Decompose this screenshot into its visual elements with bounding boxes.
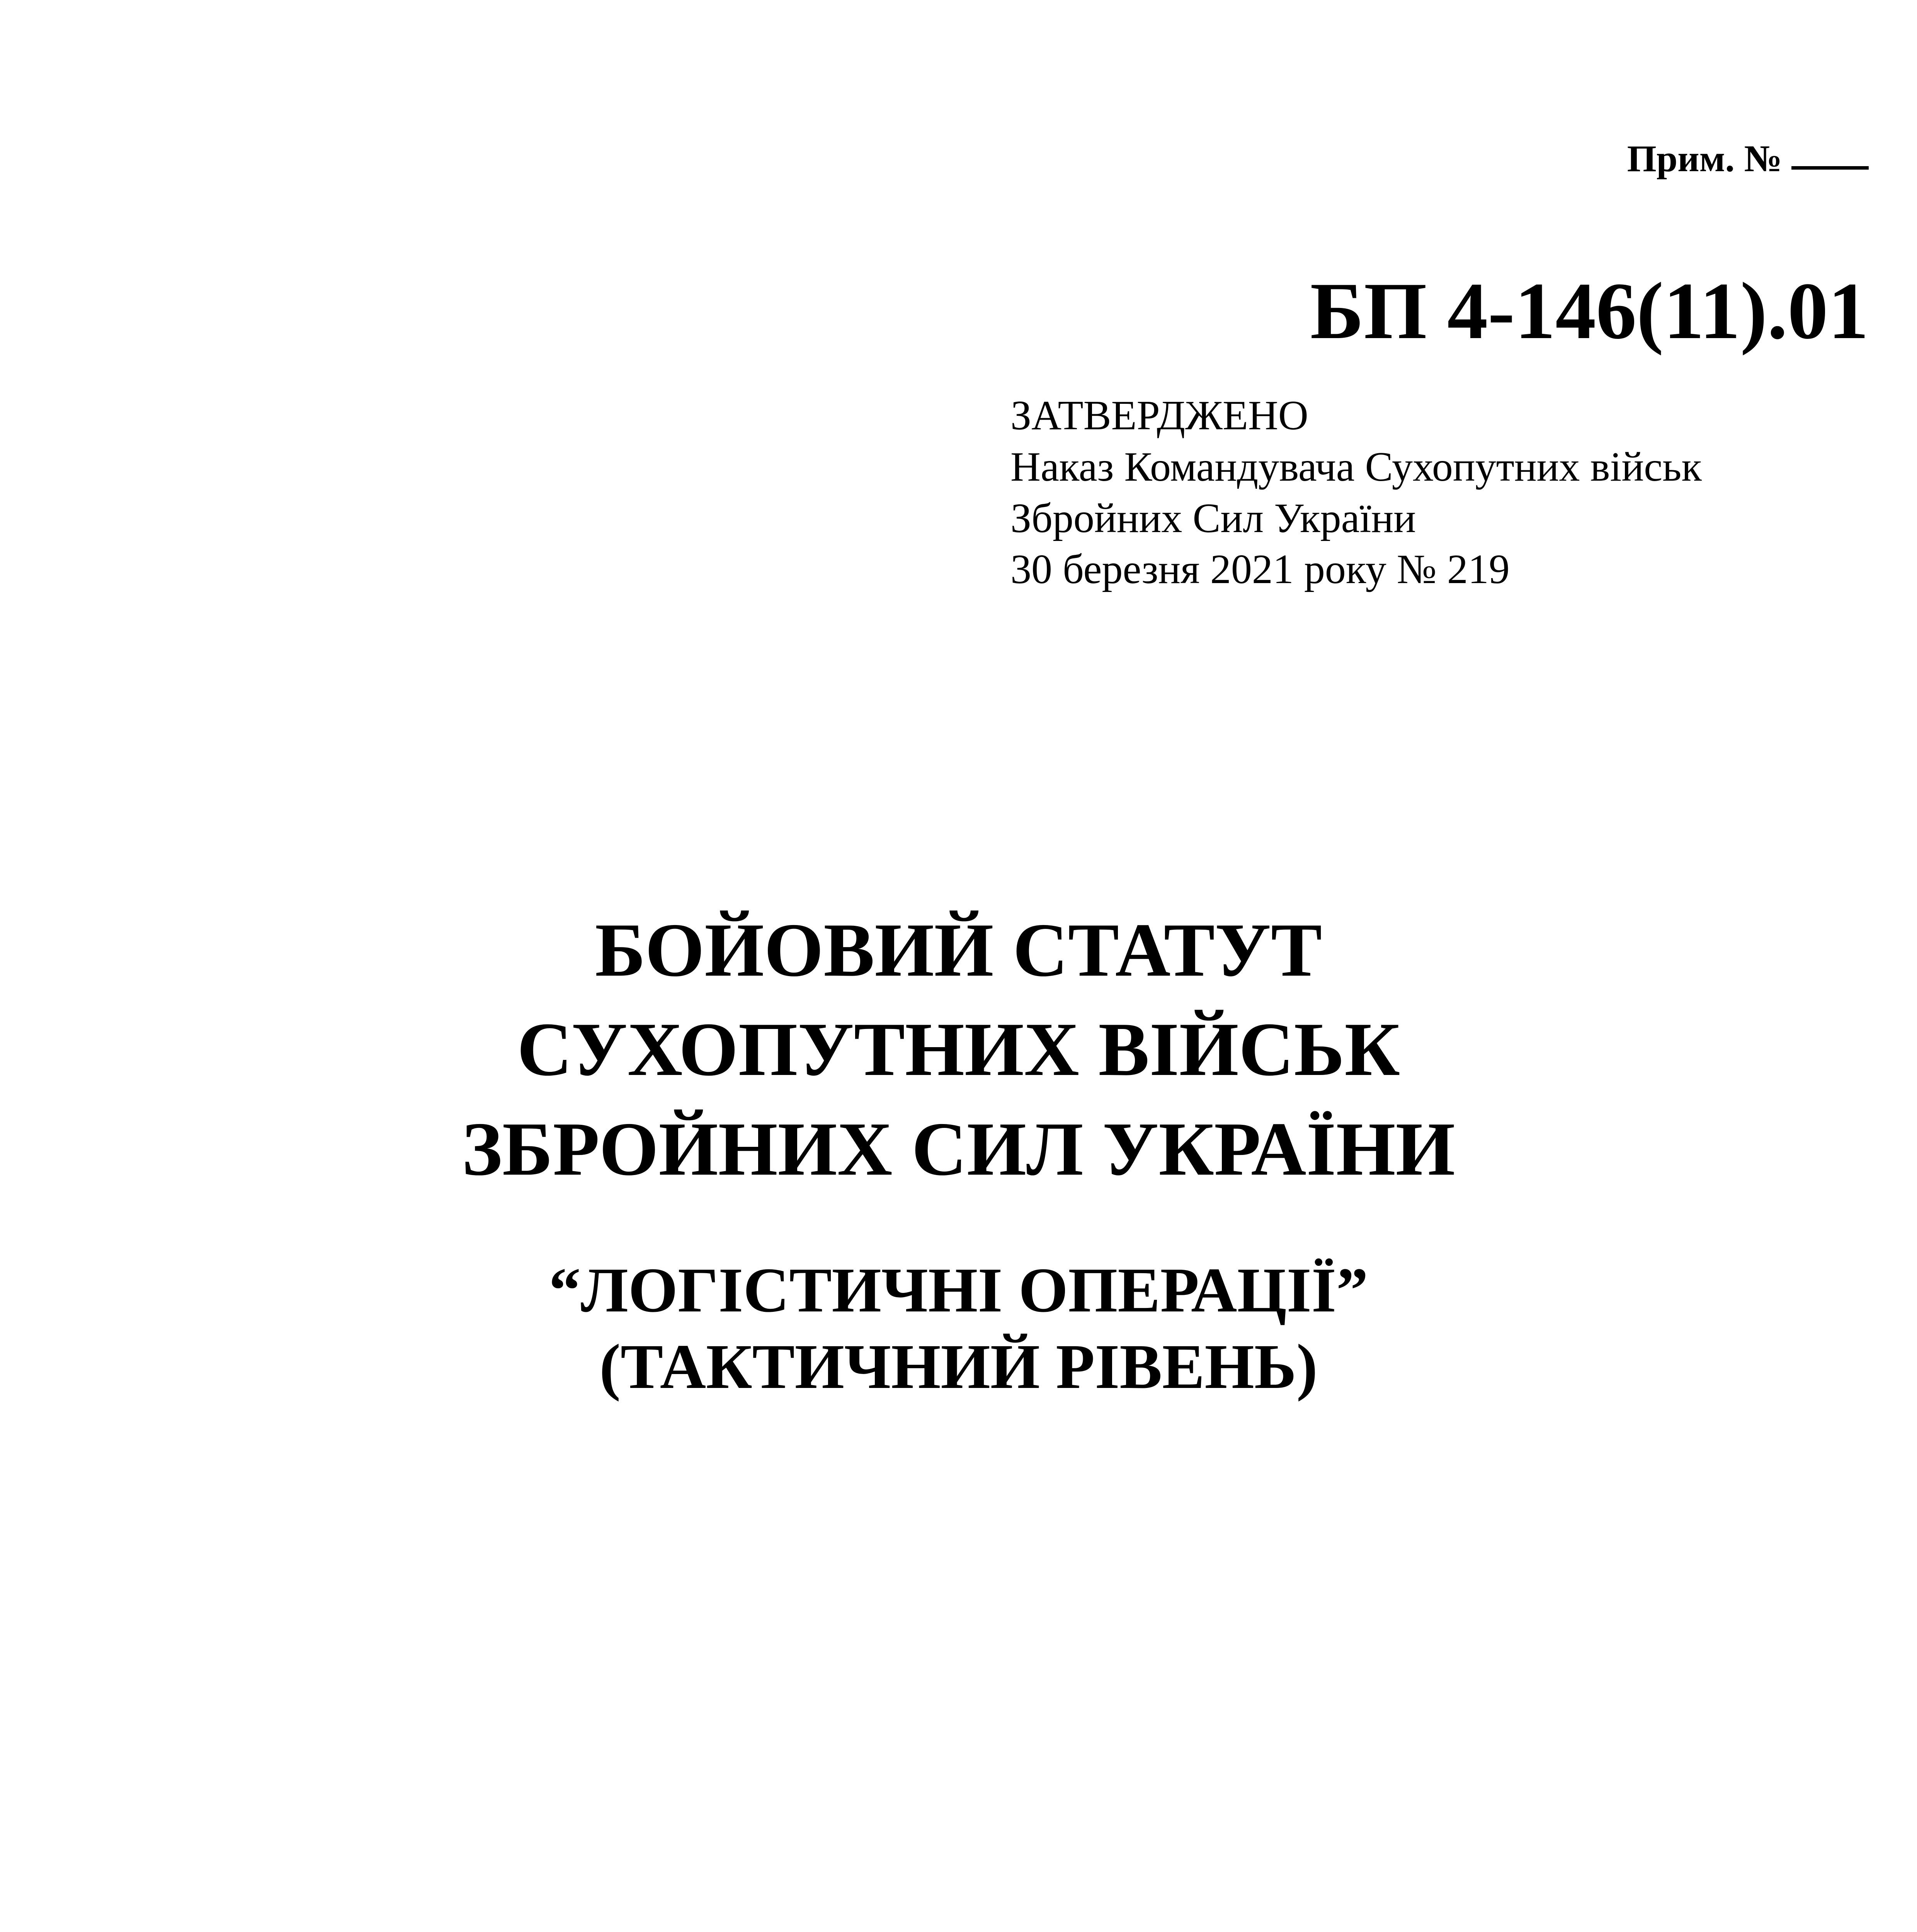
document-title bbox=[0, 900, 1917, 1199]
approval-line: ЗАТВЕРДЖЕНО bbox=[1010, 393, 1308, 439]
copy-number-label: Прим. № bbox=[1627, 138, 1782, 180]
copy-number-blank bbox=[1791, 166, 1869, 170]
title-line: СУХОПУТНИХ ВІЙСЬК bbox=[517, 1007, 1400, 1092]
approval-line: Збройних Сил України bbox=[1010, 495, 1416, 541]
title-line: БОЙОВИЙ СТАТУТ bbox=[595, 908, 1322, 992]
approval-block bbox=[1010, 390, 1702, 595]
approval-line: 30 березня 2021 року № 219 bbox=[1010, 546, 1510, 593]
document-subtitle bbox=[0, 1252, 1917, 1405]
level-line: (ТАКТИЧНИЙ РІВЕНЬ) bbox=[599, 1331, 1318, 1402]
copy-number-field bbox=[1627, 137, 1869, 180]
approval-line: Наказ Командувача Сухопутних військ bbox=[1010, 444, 1702, 490]
subtitle-line: “ЛОГІСТИЧНІ ОПЕРАЦІЇ” bbox=[549, 1255, 1368, 1325]
document-code: БП 4-146(11).01 bbox=[1310, 266, 1869, 356]
title-line: ЗБРОЙНИХ СИЛ УКРАЇНИ bbox=[462, 1106, 1455, 1191]
